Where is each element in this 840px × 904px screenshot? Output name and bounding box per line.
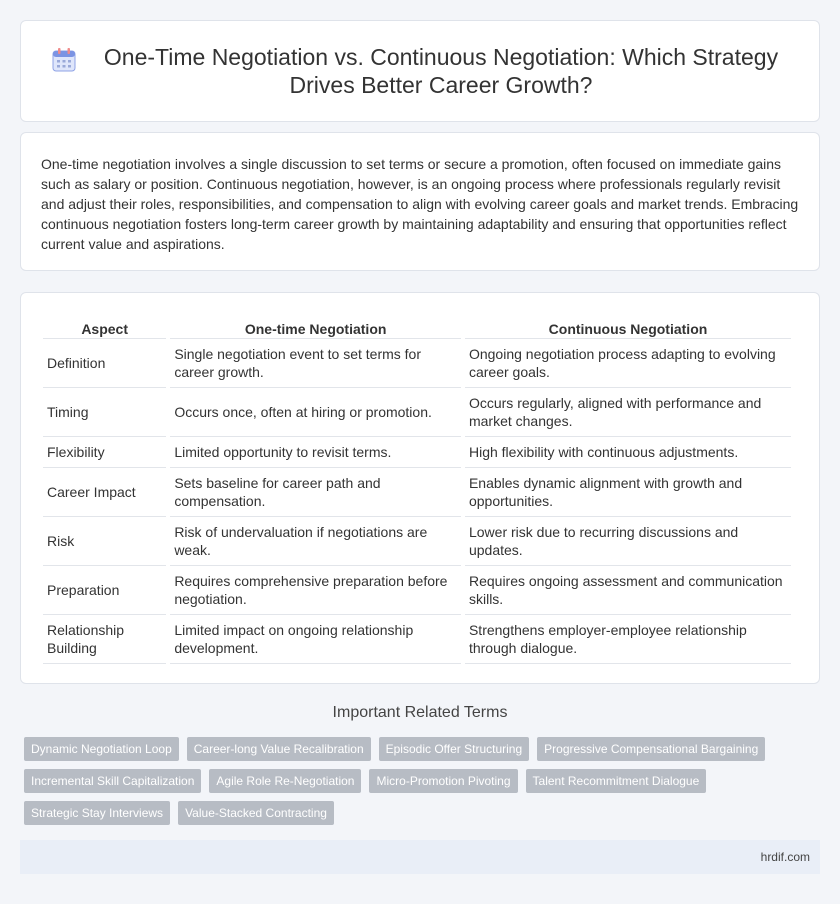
comparison-table (39, 313, 795, 664)
table-cell-aspect: Preparation (43, 566, 166, 615)
related-term-tag[interactable]: Incremental Skill Capitalization (24, 769, 201, 793)
related-term-tag[interactable]: Value-Stacked Contracting (178, 801, 334, 825)
related-term-tag[interactable]: Micro-Promotion Pivoting (369, 769, 517, 793)
table-cell: Single negotiation event to set terms for career growth. (170, 339, 461, 388)
table-row (43, 468, 791, 517)
table-header-row (43, 313, 791, 339)
table-cell: Occurs regularly, aligned with performance and market changes. (465, 388, 791, 437)
table-cell-aspect: Career Impact (43, 468, 166, 517)
table-row (43, 517, 791, 566)
column-header-aspect: Aspect (43, 313, 166, 339)
table-cell: Requires ongoing assessment and communication skills. (465, 566, 791, 615)
table-row (43, 388, 791, 437)
related-term-tag[interactable]: Strategic Stay Interviews (24, 801, 170, 825)
table-cell: Lower risk due to recurring discussions and updates. (465, 517, 791, 566)
table-cell-aspect: Timing (43, 388, 166, 437)
related-term-tag[interactable]: Career-long Value Recalibration (187, 737, 371, 761)
related-terms-title: Important Related Terms (332, 704, 508, 721)
table-cell-aspect: Relationship Building (43, 615, 166, 664)
intro-card (20, 132, 820, 271)
column-header-one-time: One-time Negotiation (170, 313, 461, 339)
table-row (43, 615, 791, 664)
table-cell-aspect: Risk (43, 517, 166, 566)
related-term-tag[interactable]: Talent Recommitment Dialogue (526, 769, 707, 793)
related-term-tag[interactable]: Progressive Compensational Bargaining (537, 737, 765, 761)
footer (20, 840, 820, 874)
comparison-table-card (20, 292, 820, 684)
title-row (51, 43, 789, 99)
footer-site-link[interactable]: hrdif.com (760, 850, 810, 864)
table-cell: Strengthens employer-employee relationship through dialogue. (465, 615, 791, 664)
column-header-continuous: Continuous Negotiation (465, 313, 791, 339)
table-row (43, 339, 791, 388)
intro-paragraph: One-time negotiation involves a single discussion to set terms or secure a promotion, often focused on immediate gains such as salary or position. Continuous negotiation, however, is an ongoing process where professionals regularly revisit and adjust their roles, responsibilities, and compensation to align with evolving career goals and market trends. Embracing continuous negotiation fosters long-term career growth by maintaining adaptability and ensuring that opportunities reflect current value and aspirations. (41, 156, 799, 252)
table-cell: Enables dynamic alignment with growth and opportunities. (465, 468, 791, 517)
page-title: One-Time Negotiation vs. Continuous Negotiation: Which Strategy Drives Better Career Growth? (103, 44, 779, 98)
table-cell: Requires comprehensive preparation before negotiation. (170, 566, 461, 615)
table-cell: Limited impact on ongoing relationship development. (170, 615, 461, 664)
table-cell: Ongoing negotiation process adapting to evolving career goals. (465, 339, 791, 388)
table-row (43, 437, 791, 468)
table-row (43, 566, 791, 615)
related-term-tag[interactable]: Episodic Offer Structuring (379, 737, 530, 761)
table-cell: Occurs once, often at hiring or promotion. (170, 388, 461, 437)
related-terms-list (24, 737, 820, 825)
table-cell: Risk of undervaluation if negotiations are weak. (170, 517, 461, 566)
calendar-icon (51, 47, 77, 73)
table-cell-aspect: Definition (43, 339, 166, 388)
related-term-tag[interactable]: Dynamic Negotiation Loop (24, 737, 179, 761)
related-term-tag[interactable]: Agile Role Re-Negotiation (209, 769, 361, 793)
table-cell: Limited opportunity to revisit terms. (170, 437, 461, 468)
table-cell: Sets baseline for career path and compensation. (170, 468, 461, 517)
table-cell-aspect: Flexibility (43, 437, 166, 468)
table-cell: High flexibility with continuous adjustments. (465, 437, 791, 468)
header-card (20, 20, 820, 122)
